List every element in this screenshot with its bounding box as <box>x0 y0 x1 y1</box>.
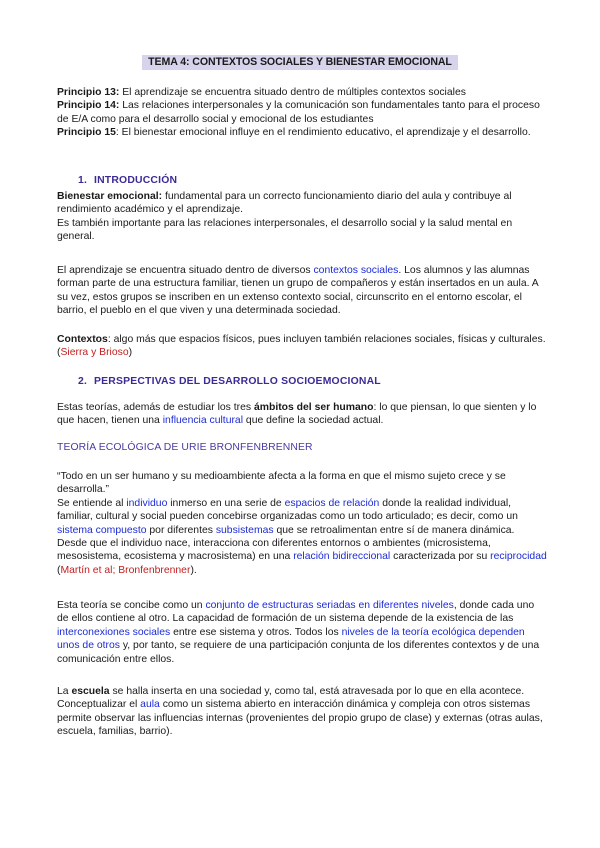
perspectives-paragraph: Estas teorías, además de estudiar los tres ámbitos del ser humano: lo que piensan, lo que sienten y lo que hacen, tienen una influencia cultural que define la sociedad actual. <box>57 402 537 427</box>
principle-14: Principio 14: Las relaciones interpersonales y la comunicación son fundamentales tanto para el proceso de E/A como para el desarrollo social y emocional de los estudiantes <box>57 100 540 125</box>
bronfenbrenner-quote: “Todo en un ser humano y su medioambiente afecta a la forma en que el mismo sujeto crece y se desarrolla.” <box>57 471 506 496</box>
theory-paragraph-2: Esta teoría se concibe como un conjunto de estructuras seriadas en diferentes niveles, donde cada uno de ellos contiene al otro. La capacidad de formación de un sistema depende de la existencia de las interconexiones sociales entre ese sistema y otros. Todos los niveles de la teoría ecológica dependen unos de otros y, por tanto, se requiere de una participación conjunta de los diferentes contextos y de una comunicación entre ellos. <box>57 600 540 665</box>
contexts-paragraph: El aprendizaje se encuentra situado dentro de diversos contextos sociales. Los alumnos y las alumnas forman parte de una estructura familiar, tienen un grupo de compañeros y están insertados en un aula. A su vez, estos grupos se inscriben en un extenso contexto social, circunscrito en el entorno escolar, el barrio, el pueblo en el que viven y una determinada sociedad. <box>57 265 539 317</box>
section-1-heading: 1. INTRODUCCIÓN <box>78 175 178 186</box>
title-bar <box>0 55 600 70</box>
theory-paragraph-1: “Todo en un ser humano y su medioambiente afecta a la forma en que el mismo sujeto crece y se desarrolla.” Se entiende al individuo inmerso en una serie de espacios de relación donde la realidad individual, familiar, cultural y social pueden concebirse organizadas como un todo articulado; es decir, como un sistema compuesto por diferentes subsistemas que se retroalimentan entre sí de manera dinámica. Desde que el individuo nace, interacciona con diferentes entornos o ambientes (microsistema, mesosistema, ecosistema y macrosistema) en una relación bidireccional caracterizada por su reciprocidad (Martín et al; Bronfenbrenner). <box>57 471 547 576</box>
bienestar-paragraph: Bienestar emocional: fundamental para un correcto funcionamiento diario del aula y contribuye al rendimiento académico y el aprendizaje. Es también importante para las relaciones interpersonales, el desarrollo social y la salud mental en general. <box>57 191 513 243</box>
principle-13: Principio 13: El aprendizaje se encuentra situado dentro de múltiples contextos sociales <box>57 87 466 98</box>
citation-martin-bronfenbrenner: Martín et al; Bronfenbrenner <box>60 564 191 576</box>
principles <box>57 86 547 140</box>
link-contextos-sociales: contextos sociales <box>313 265 399 276</box>
section-2-heading: 2. PERSPECTIVAS DEL DESARROLLO SOCIOEMOCIONAL <box>78 376 381 387</box>
theory-heading: TEORÍA ECOLÓGICA DE URIE BRONFENBRENNER <box>57 442 313 453</box>
link-influencia-cultural: influencia cultural <box>162 415 244 427</box>
contextos-definition: Contextos: algo más que espacios físicos, pues incluyen también relaciones sociales, físicas y culturales. (Sierra y Brioso) <box>57 334 546 359</box>
page-title: TEMA 4: CONTEXTOS SOCIALES Y BIENESTAR EMOCIONAL <box>142 55 458 70</box>
citation-sierra-brioso: Sierra y Brioso <box>60 347 129 359</box>
theory-paragraph-3: La escuela se halla inserta en una sociedad y, como tal, está atravesada por lo que en ella acontece. Conceptualizar el aula como un sistema abierto en interacción dinámica y compleja con otros sistemas permite observar las influencias internas (provenientes del propio grupo de clase) y externas (otras aulas, escuela, familias, barrio). <box>57 686 543 738</box>
principle-15: Principio 15: El bienestar emocional influye en el rendimiento educativo, el aprendizaje y el desarrollo. <box>57 127 531 139</box>
